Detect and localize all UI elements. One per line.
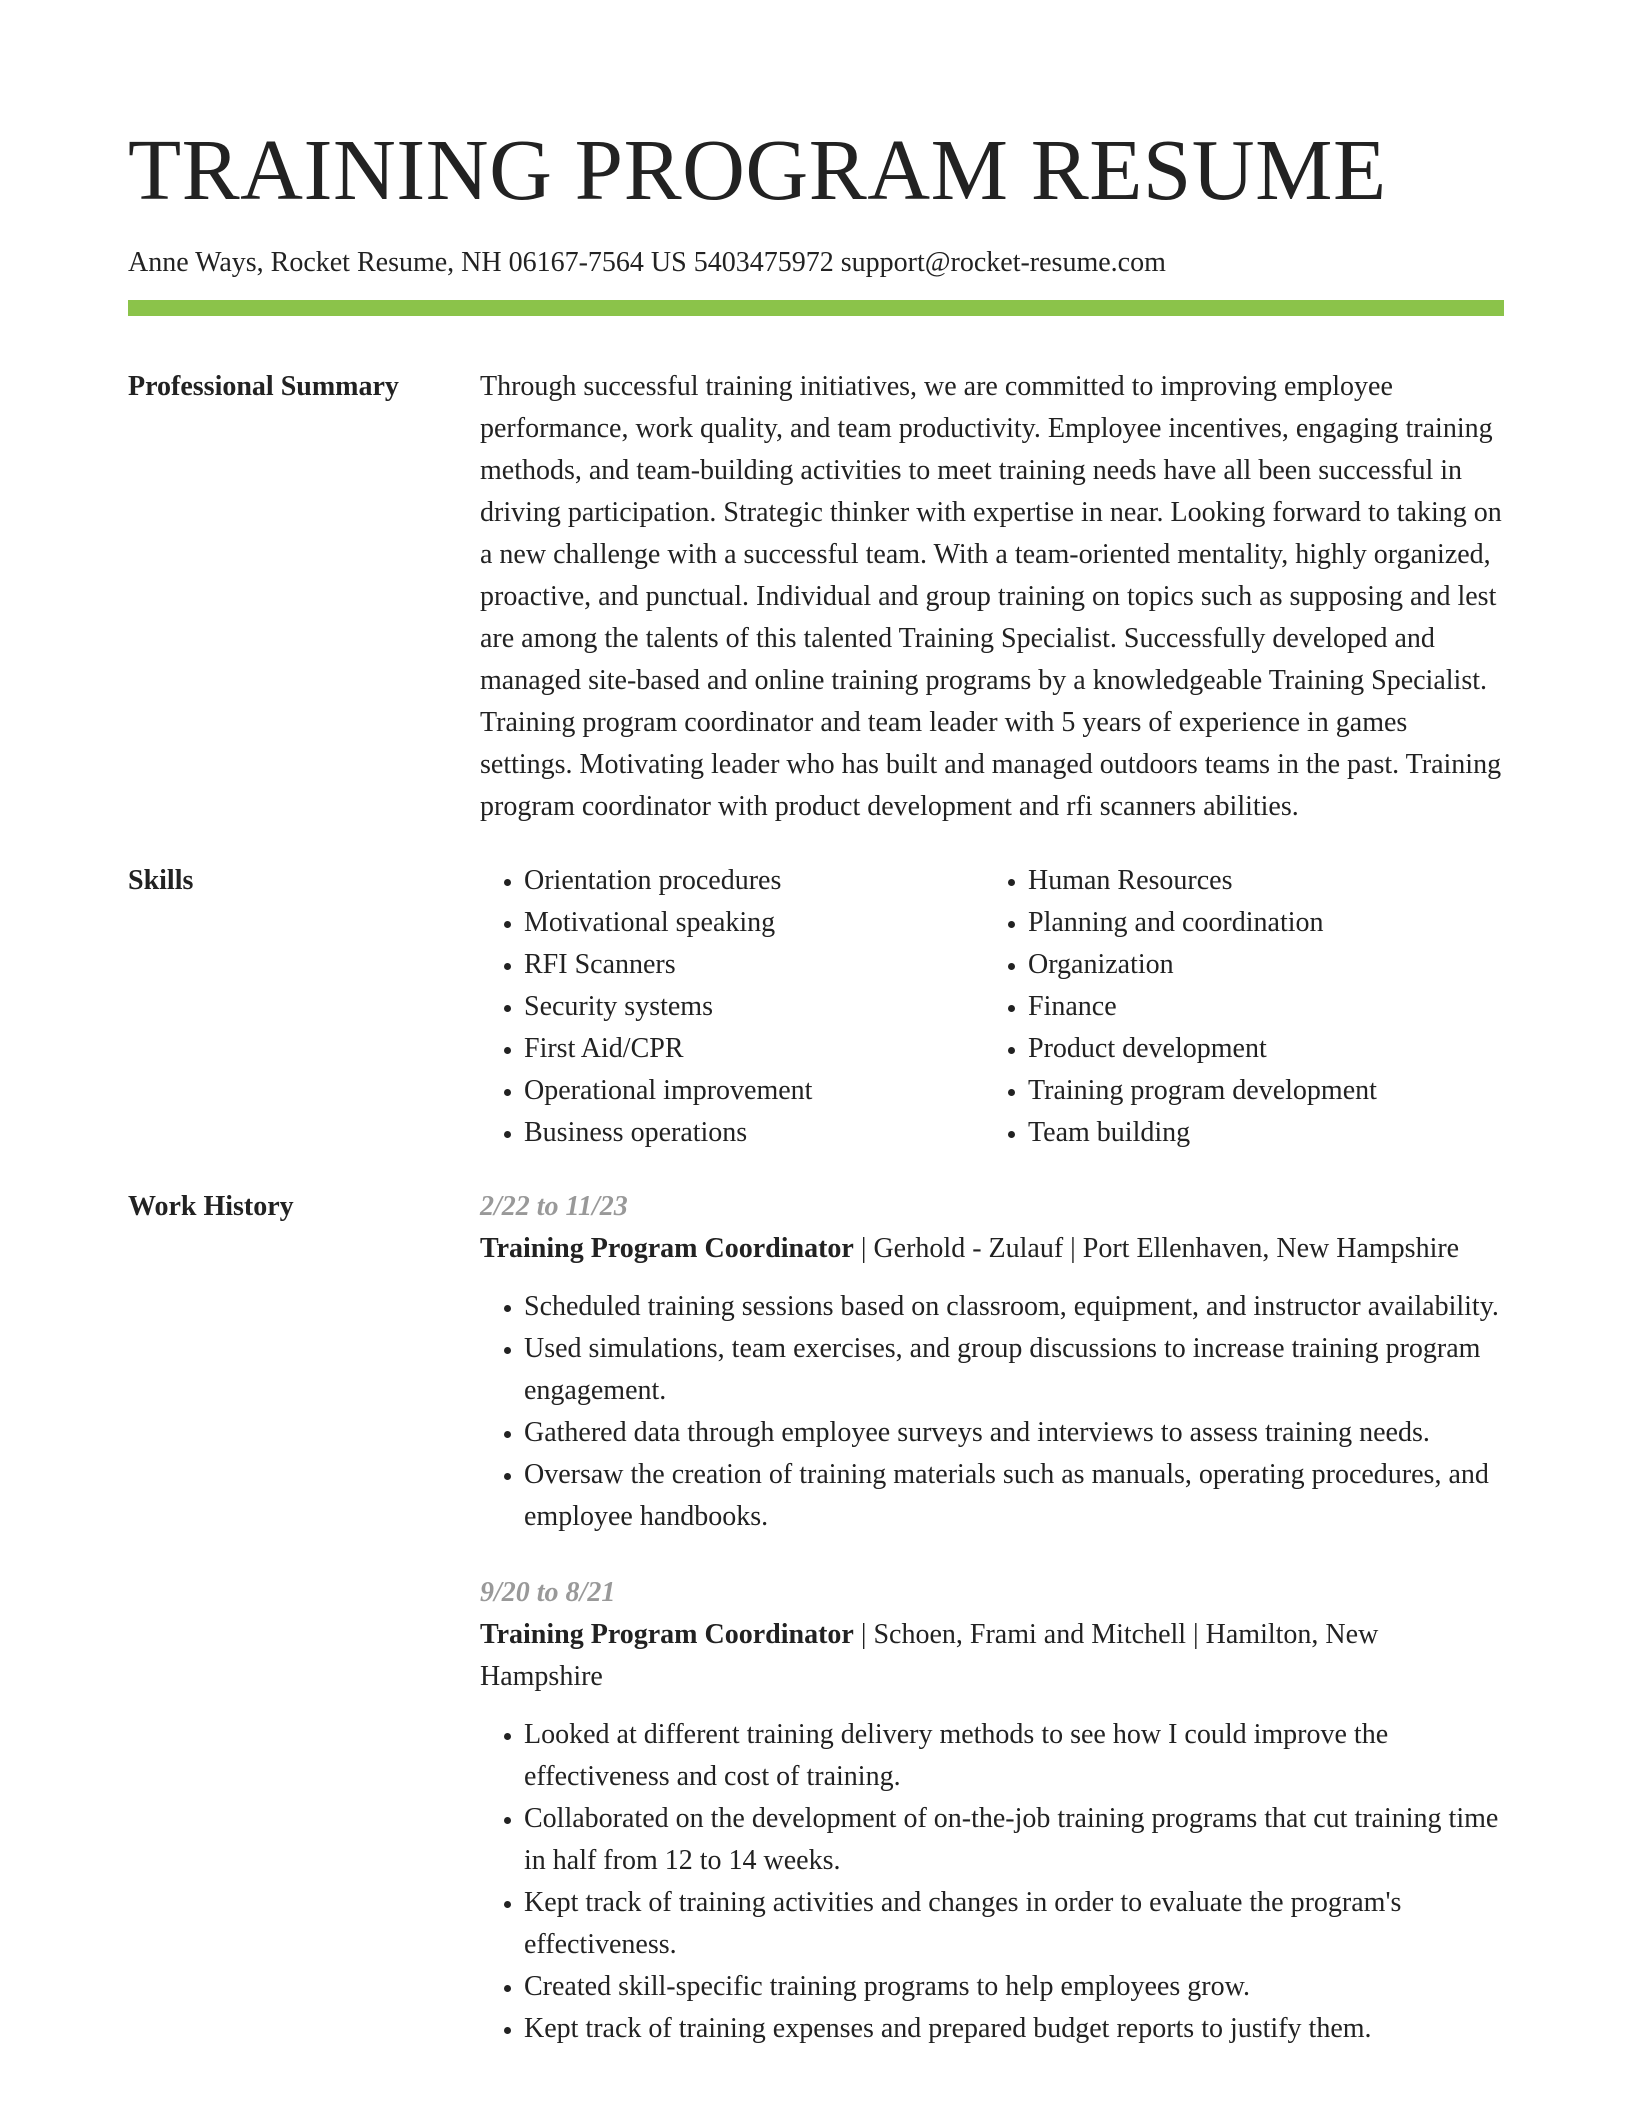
job-bullet-list — [480, 1286, 1504, 1538]
resume-title: TRAINING PROGRAM RESUME — [128, 121, 1387, 218]
job-bullet: • Looked at different training delivery methods to see how I could improve the effectiveness and cost of training. — [524, 1714, 1504, 1798]
summary-label: Professional Summary — [128, 371, 399, 402]
job-entry — [480, 1186, 1504, 1538]
job-title: Training Program Coordinator — [480, 1619, 854, 1650]
job-bullet: • Collaborated on the development of on-the-job training programs that cut training time in half from 12 to 14 weeks. — [524, 1798, 1504, 1882]
job-bullet: • Kept track of training expenses and prepared budget reports to justify them. — [524, 2008, 1504, 2050]
contact-line: Anne Ways, Rocket Resume, NH 06167-7564 US 5403475972 support@rocket-resume.com — [128, 247, 1166, 278]
skill-item: • Training program development — [1028, 1070, 1488, 1112]
job-bullet: • Gathered data through employee surveys and interviews to assess training needs. — [524, 1412, 1504, 1454]
work-history-label: Work History — [128, 1191, 294, 1222]
job-bullet: • Kept track of training activities and changes in order to evaluate the program's effectiveness. — [524, 1882, 1504, 1966]
summary-body — [480, 366, 1504, 828]
skill-item: • Motivational speaking — [524, 902, 984, 944]
job-details: | Gerhold - Zulauf | Port Ellenhaven, New Hampshire — [853, 1233, 1460, 1264]
skill-item: • Orientation procedures — [524, 860, 984, 902]
job-bullet: • Used simulations, team exercises, and group discussions to increase training program engagement. — [524, 1328, 1504, 1412]
skill-item: • Planning and coordination — [1028, 902, 1488, 944]
job-heading — [480, 1614, 1504, 1698]
work-history-body — [480, 1186, 1504, 2050]
skill-item: • Team building — [1028, 1112, 1488, 1154]
job-dates: 9/20 to 8/21 — [480, 1577, 616, 1608]
job-bullet: • Scheduled training sessions based on classroom, equipment, and instructor availability. — [524, 1286, 1504, 1328]
skill-item: • Security systems — [524, 986, 984, 1028]
skills-list-right — [984, 860, 1488, 1154]
job-details: | Schoen, Frami and Mitchell | Hamilton, New Hampshire — [480, 1619, 1379, 1692]
job-bullet: • Oversaw the creation of training materials such as manuals, operating procedures, and employee handbooks. — [524, 1454, 1504, 1538]
skills-list-left — [480, 860, 984, 1154]
skills-label: Skills — [128, 865, 194, 896]
skill-item: • Operational improvement — [524, 1070, 984, 1112]
skills-body — [480, 860, 1504, 1154]
job-dates: 2/22 to 11/23 — [480, 1191, 628, 1222]
job-bullet-list — [480, 1714, 1504, 2050]
skill-item: • Product development — [1028, 1028, 1488, 1070]
skill-item: • RFI Scanners — [524, 944, 984, 986]
accent-divider — [128, 300, 1504, 316]
summary-section — [128, 366, 1504, 828]
job-heading — [480, 1228, 1504, 1270]
summary-text: Through successful training initiatives, we are committed to improving employee performance, work quality, and team productivity. Employee incentives, engaging training methods, and team-building activities to meet training needs have all been successful in driving participation. Strategic thinker with expertise in near. Looking forward to taking on a new challenge with a successful team. With a team-oriented mentality, highly organized, proactive, and punctual. Individual and group training on topics such as supposing and lest are among the talents of this talented Training Specialist. Successfully developed and managed site-based and online training programs by a knowledgeable Training Specialist. Training program coordinator and team leader with 5 years of experience in games settings. Motivating leader who has built and managed outdoors teams in the past. Training program coordinator with product development and rfi scanners abilities. — [480, 371, 1502, 822]
work-history-section — [128, 1186, 1504, 2050]
skill-item: • Finance — [1028, 986, 1488, 1028]
skill-item: • First Aid/CPR — [524, 1028, 984, 1070]
skill-item: • Human Resources — [1028, 860, 1488, 902]
skills-columns — [480, 860, 1504, 1154]
job-bullet: • Created skill-specific training programs to help employees grow. — [524, 1966, 1504, 2008]
skill-item: • Business operations — [524, 1112, 984, 1154]
job-title: Training Program Coordinator — [480, 1233, 854, 1264]
job-entry — [480, 1572, 1504, 2050]
skills-section — [128, 860, 1504, 1154]
skill-item: • Organization — [1028, 944, 1488, 986]
